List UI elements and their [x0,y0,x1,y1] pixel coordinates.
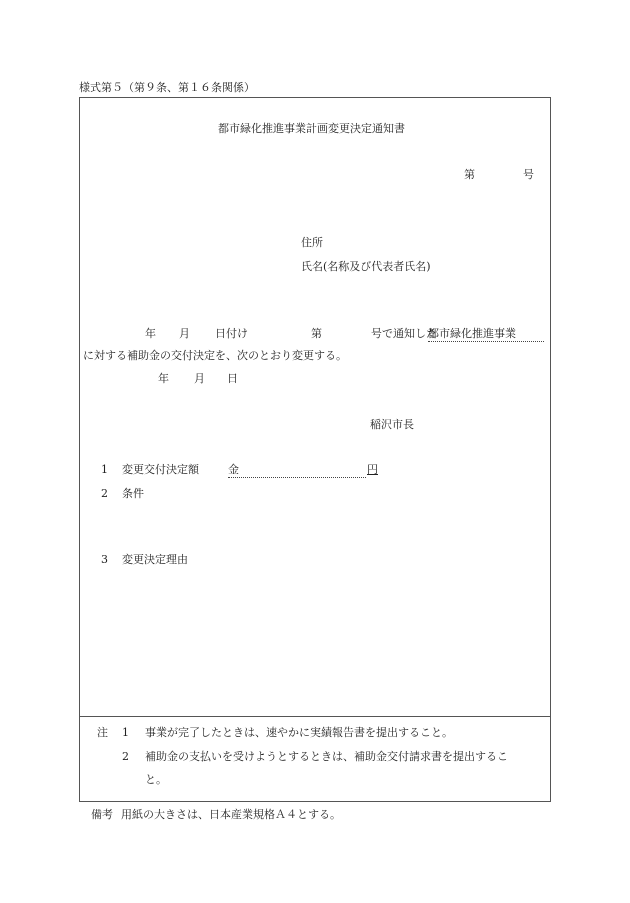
note-1-text: 事業が完了したときは、速やかに実績報告書を提出すること。 [145,726,453,739]
number-prefix: 第 [464,168,475,181]
note-2-text: 補助金の支払いを受けようとするときは、補助金交付請求書を提出するこ [145,750,508,763]
notes-label: 注 [97,726,108,739]
body-line-2: に対する補助金の交付決定を、次のとおり変更する。 [83,349,347,362]
project-name: 都市緑化推進事業 [428,327,544,342]
note-2-continuation: と。 [145,773,167,786]
body-year: 年 [145,327,156,340]
number-suffix: 号 [523,168,534,181]
document-title: 都市緑化推進事業計画変更決定通知書 [218,122,405,135]
item-3-number: 3 [101,553,108,566]
remark-label: 備考 [91,808,113,821]
item-3-label: 変更決定理由 [122,553,188,566]
body-month: 月 [179,327,190,340]
body-dai: 第 [311,327,322,340]
issuer: 稲沢市長 [370,418,414,431]
body-go-notified: 号で通知した [371,327,437,340]
date-day: 日 [227,372,238,385]
item-1-label: 変更交付決定額 [122,463,199,476]
notes-divider [79,716,551,717]
remark-text: 用紙の大きさは、日本産業規格Ａ４とする。 [121,808,341,821]
item-2-label: 条件 [122,487,144,500]
date-month: 月 [194,372,205,385]
note-1-number: 1 [122,726,129,739]
note-2-number: 2 [122,750,129,763]
body-day-tsuke: 日付け [215,327,248,340]
address-label: 住所 [301,236,323,249]
name-label: 氏名(名称及び代表者氏名) [301,260,431,273]
amount-suffix: 円 [367,463,378,476]
amount-prefix: 金 [228,463,366,478]
date-year: 年 [158,372,169,385]
item-2-number: 2 [101,487,108,500]
form-label: 様式第５（第９条、第１６条関係） [79,81,255,94]
item-1-number: 1 [101,463,108,476]
form-frame [79,97,551,802]
